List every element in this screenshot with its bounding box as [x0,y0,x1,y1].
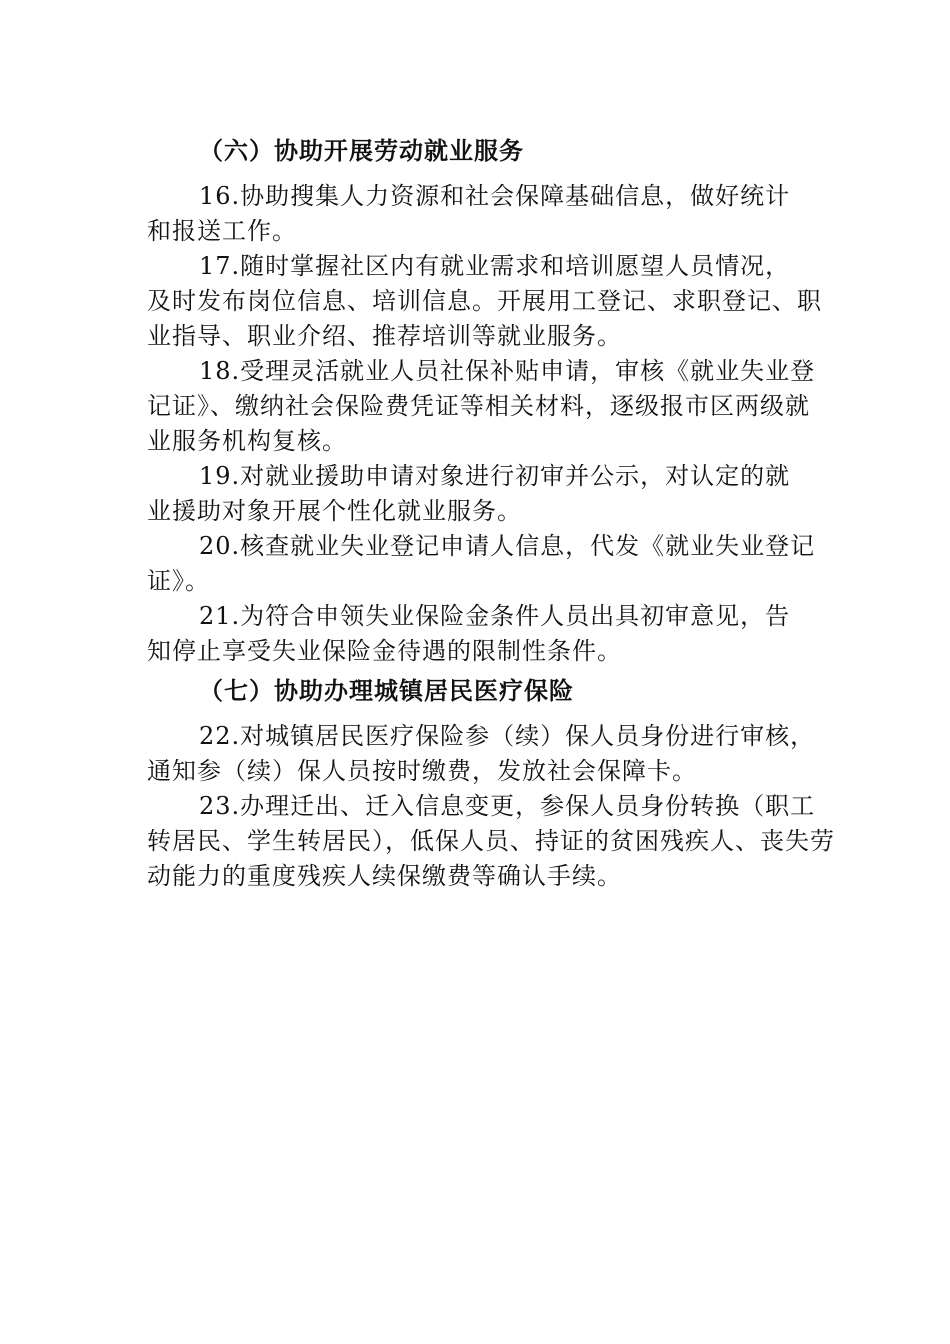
paragraph-line: 19.对就业援助申请对象进行初审并公示，对认定的就 [199,462,791,490]
paragraph-line: 业服务机构复核。 [147,427,347,455]
paragraph-line: 17.随时掌握社区内有就业需求和培训愿望人员情况， [199,252,791,280]
paragraph-line: 16.协助搜集人力资源和社会保障基础信息，做好统计 [199,182,791,210]
paragraph-line: 证》。 [147,567,210,595]
item-16 [147,176,807,246]
item-21 [147,596,807,666]
paragraph-line: 记证》、缴纳社会保险费凭证等相关材料，逐级报市区两级就 [147,392,810,420]
paragraph-line: 23.办理迁出、迁入信息变更，参保人员身份转换（职工 [199,792,816,820]
paragraph-line: 知停止享受失业保险金待遇的限制性条件。 [147,637,622,665]
paragraph-line: 和报送工作。 [147,217,297,245]
paragraph-line: 转居民、学生转居民），低保人员、持证的贫困残疾人、丧失劳 [147,827,835,855]
paragraph-line: 及时发布岗位信息、培训信息。开展用工登记、求职登记、职 [147,287,822,315]
document-body [147,126,835,891]
item-17 [147,246,822,351]
paragraph-line: 动能力的重度残疾人续保缴费等确认手续。 [147,862,622,890]
section-heading: （六）协助开展劳动就业服务 [199,137,524,165]
item-20 [147,526,816,596]
section-7 [147,666,835,891]
paragraph-line: 20.核查就业失业登记申请人信息，代发《就业失业登记 [199,532,816,560]
paragraph-line: 18.受理灵活就业人员社保补贴申请，审核《就业失业登 [199,357,816,385]
item-23 [147,786,835,891]
section-heading: （七）协助办理城镇居民医疗保险 [199,677,574,705]
item-22 [147,716,816,786]
paragraph-line: 通知参（续）保人员按时缴费，发放社会保障卡。 [147,757,697,785]
item-18 [147,351,816,456]
paragraph-line: 21.为符合申领失业保险金条件人员出具初审意见，告 [199,602,791,630]
section-6 [147,126,822,666]
item-19 [147,456,807,526]
paragraph-line: 22.对城镇居民医疗保险参（续）保人员身份进行审核， [199,722,816,750]
paragraph-line: 业援助对象开展个性化就业服务。 [147,497,522,525]
paragraph-line: 业指导、职业介绍、推荐培训等就业服务。 [147,322,622,350]
